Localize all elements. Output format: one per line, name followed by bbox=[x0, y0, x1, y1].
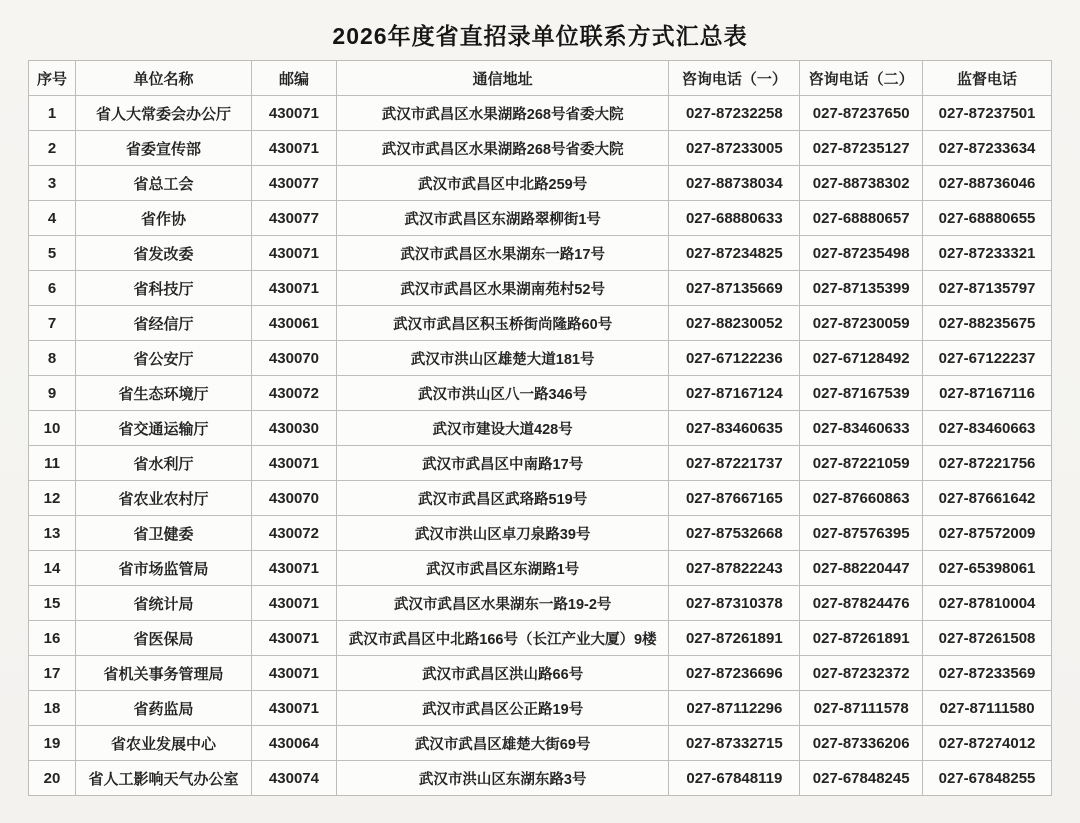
table-cell-col-supervision-phone: 027-67122237 bbox=[923, 341, 1052, 376]
column-header-col-phone-1: 咨询电话（一） bbox=[669, 61, 800, 96]
table-cell-col-zip: 430071 bbox=[252, 236, 337, 271]
table-row bbox=[29, 691, 1052, 726]
table-cell-col-supervision-phone: 027-65398061 bbox=[923, 551, 1052, 586]
table-cell-col-address: 武汉市洪山区雄楚大道181号 bbox=[336, 341, 668, 376]
table-cell-col-zip: 430030 bbox=[252, 411, 337, 446]
table-cell-col-supervision-phone: 027-87233569 bbox=[923, 656, 1052, 691]
table-cell-col-phone-1: 027-87667165 bbox=[669, 481, 800, 516]
column-header-col-zip: 邮编 bbox=[252, 61, 337, 96]
table-cell-col-unit-name: 省人工影响天气办公室 bbox=[76, 761, 252, 796]
table-row bbox=[29, 726, 1052, 761]
table-cell-col-phone-1: 027-87532668 bbox=[669, 516, 800, 551]
table-cell-col-zip: 430061 bbox=[252, 306, 337, 341]
table-cell-col-index: 20 bbox=[29, 761, 76, 796]
table-row bbox=[29, 551, 1052, 586]
table-cell-col-phone-2: 027-68880657 bbox=[800, 201, 923, 236]
column-header-col-address: 通信地址 bbox=[336, 61, 668, 96]
table-cell-col-zip: 430074 bbox=[252, 761, 337, 796]
table-cell-col-supervision-phone: 027-87111580 bbox=[923, 691, 1052, 726]
table-header bbox=[29, 61, 1052, 96]
table-cell-col-supervision-phone: 027-87233321 bbox=[923, 236, 1052, 271]
table-cell-col-phone-1: 027-87167124 bbox=[669, 376, 800, 411]
table-row bbox=[29, 446, 1052, 481]
table-cell-col-unit-name: 省农业农村厅 bbox=[76, 481, 252, 516]
table-cell-col-phone-2: 027-88220447 bbox=[800, 551, 923, 586]
table-cell-col-unit-name: 省生态环境厅 bbox=[76, 376, 252, 411]
table-cell-col-zip: 430071 bbox=[252, 131, 337, 166]
table-cell-col-zip: 430077 bbox=[252, 201, 337, 236]
table-cell-col-zip: 430071 bbox=[252, 586, 337, 621]
table-cell-col-index: 9 bbox=[29, 376, 76, 411]
table-cell-col-supervision-phone: 027-88235675 bbox=[923, 306, 1052, 341]
table-cell-col-phone-1: 027-88738034 bbox=[669, 166, 800, 201]
table-cell-col-unit-name: 省医保局 bbox=[76, 621, 252, 656]
table-cell-col-supervision-phone: 027-68880655 bbox=[923, 201, 1052, 236]
table-row bbox=[29, 236, 1052, 271]
table-cell-col-phone-2: 027-87111578 bbox=[800, 691, 923, 726]
table-cell-col-phone-2: 027-87261891 bbox=[800, 621, 923, 656]
table-cell-col-unit-name: 省科技厅 bbox=[76, 271, 252, 306]
table-cell-col-phone-1: 027-87233005 bbox=[669, 131, 800, 166]
table-cell-col-address: 武汉市武昌区武珞路519号 bbox=[336, 481, 668, 516]
table-cell-col-address: 武汉市武昌区中北路259号 bbox=[336, 166, 668, 201]
table-cell-col-supervision-phone: 027-87810004 bbox=[923, 586, 1052, 621]
table-cell-col-phone-2: 027-87135399 bbox=[800, 271, 923, 306]
table-cell-col-unit-name: 省交通运输厅 bbox=[76, 411, 252, 446]
table-cell-col-supervision-phone: 027-67848255 bbox=[923, 761, 1052, 796]
table-cell-col-index: 15 bbox=[29, 586, 76, 621]
table-cell-col-phone-1: 027-87135669 bbox=[669, 271, 800, 306]
table-cell-col-index: 3 bbox=[29, 166, 76, 201]
table-cell-col-index: 14 bbox=[29, 551, 76, 586]
table-cell-col-phone-1: 027-83460635 bbox=[669, 411, 800, 446]
table-cell-col-zip: 430071 bbox=[252, 551, 337, 586]
table-cell-col-phone-1: 027-87261891 bbox=[669, 621, 800, 656]
table-cell-col-index: 16 bbox=[29, 621, 76, 656]
table-cell-col-address: 武汉市武昌区水果湖东一路17号 bbox=[336, 236, 668, 271]
table-cell-col-phone-2: 027-87232372 bbox=[800, 656, 923, 691]
table-row bbox=[29, 271, 1052, 306]
table-cell-col-index: 11 bbox=[29, 446, 76, 481]
table-cell-col-zip: 430070 bbox=[252, 481, 337, 516]
table-row bbox=[29, 96, 1052, 131]
table-cell-col-phone-2: 027-87167539 bbox=[800, 376, 923, 411]
table-cell-col-phone-2: 027-87660863 bbox=[800, 481, 923, 516]
table-cell-col-unit-name: 省作协 bbox=[76, 201, 252, 236]
table-cell-col-supervision-phone: 027-87274012 bbox=[923, 726, 1052, 761]
table-cell-col-phone-2: 027-83460633 bbox=[800, 411, 923, 446]
table-cell-col-zip: 430071 bbox=[252, 691, 337, 726]
table-cell-col-zip: 430064 bbox=[252, 726, 337, 761]
table-cell-col-phone-1: 027-68880633 bbox=[669, 201, 800, 236]
table-cell-col-unit-name: 省农业发展中心 bbox=[76, 726, 252, 761]
table-cell-col-phone-2: 027-87221059 bbox=[800, 446, 923, 481]
table-cell-col-zip: 430071 bbox=[252, 656, 337, 691]
contact-table bbox=[28, 60, 1052, 796]
table-cell-col-zip: 430071 bbox=[252, 271, 337, 306]
table-cell-col-index: 5 bbox=[29, 236, 76, 271]
table-body bbox=[29, 96, 1052, 796]
table-cell-col-unit-name: 省人大常委会办公厅 bbox=[76, 96, 252, 131]
table-cell-col-address: 武汉市武昌区水果湖南苑村52号 bbox=[336, 271, 668, 306]
table-row bbox=[29, 201, 1052, 236]
table-cell-col-unit-name: 省委宣传部 bbox=[76, 131, 252, 166]
table-cell-col-index: 4 bbox=[29, 201, 76, 236]
table-cell-col-index: 18 bbox=[29, 691, 76, 726]
table-row bbox=[29, 516, 1052, 551]
table-cell-col-address: 武汉市武昌区洪山路66号 bbox=[336, 656, 668, 691]
table-cell-col-index: 7 bbox=[29, 306, 76, 341]
table-cell-col-index: 10 bbox=[29, 411, 76, 446]
table-cell-col-unit-name: 省机关事务管理局 bbox=[76, 656, 252, 691]
table-cell-col-phone-1: 027-87112296 bbox=[669, 691, 800, 726]
table-cell-col-index: 6 bbox=[29, 271, 76, 306]
page-title: 2026年度省直招录单位联系方式汇总表 bbox=[332, 23, 748, 49]
table-cell-col-phone-2: 027-87237650 bbox=[800, 96, 923, 131]
table-cell-col-unit-name: 省水利厅 bbox=[76, 446, 252, 481]
table-row bbox=[29, 376, 1052, 411]
table-cell-col-address: 武汉市武昌区公正路19号 bbox=[336, 691, 668, 726]
table-cell-col-unit-name: 省总工会 bbox=[76, 166, 252, 201]
table-cell-col-supervision-phone: 027-88736046 bbox=[923, 166, 1052, 201]
table-cell-col-supervision-phone: 027-87661642 bbox=[923, 481, 1052, 516]
table-cell-col-phone-2: 027-67848245 bbox=[800, 761, 923, 796]
table-cell-col-phone-2: 027-87336206 bbox=[800, 726, 923, 761]
table-row bbox=[29, 656, 1052, 691]
column-header-col-supervision-phone: 监督电话 bbox=[923, 61, 1052, 96]
table-cell-col-phone-2: 027-87824476 bbox=[800, 586, 923, 621]
table-cell-col-unit-name: 省发改委 bbox=[76, 236, 252, 271]
table-cell-col-zip: 430070 bbox=[252, 341, 337, 376]
column-header-col-unit-name: 单位名称 bbox=[76, 61, 252, 96]
table-cell-col-supervision-phone: 027-87237501 bbox=[923, 96, 1052, 131]
table-cell-col-address: 武汉市武昌区雄楚大街69号 bbox=[336, 726, 668, 761]
table-cell-col-unit-name: 省卫健委 bbox=[76, 516, 252, 551]
table-cell-col-index: 2 bbox=[29, 131, 76, 166]
table-cell-col-index: 19 bbox=[29, 726, 76, 761]
table-cell-col-supervision-phone: 027-87167116 bbox=[923, 376, 1052, 411]
table-cell-col-index: 8 bbox=[29, 341, 76, 376]
table-row bbox=[29, 761, 1052, 796]
table-cell-col-address: 武汉市武昌区东湖路1号 bbox=[336, 551, 668, 586]
table-cell-col-phone-2: 027-88738302 bbox=[800, 166, 923, 201]
table-row bbox=[29, 481, 1052, 516]
table-row bbox=[29, 411, 1052, 446]
table-cell-col-address: 武汉市武昌区水果湖路268号省委大院 bbox=[336, 131, 668, 166]
table-cell-col-supervision-phone: 027-83460663 bbox=[923, 411, 1052, 446]
table-cell-col-unit-name: 省经信厅 bbox=[76, 306, 252, 341]
table-cell-col-address: 武汉市武昌区中南路17号 bbox=[336, 446, 668, 481]
table-cell-col-zip: 430072 bbox=[252, 516, 337, 551]
table-cell-col-phone-1: 027-67848119 bbox=[669, 761, 800, 796]
table-row bbox=[29, 131, 1052, 166]
table-cell-col-address: 武汉市建设大道428号 bbox=[336, 411, 668, 446]
table-cell-col-index: 1 bbox=[29, 96, 76, 131]
table-cell-col-zip: 430071 bbox=[252, 446, 337, 481]
table-cell-col-supervision-phone: 027-87233634 bbox=[923, 131, 1052, 166]
table-cell-col-phone-1: 027-87236696 bbox=[669, 656, 800, 691]
table-cell-col-address: 武汉市武昌区水果湖东一路19-2号 bbox=[336, 586, 668, 621]
table-cell-col-phone-2: 027-87230059 bbox=[800, 306, 923, 341]
column-header-col-index: 序号 bbox=[29, 61, 76, 96]
table-row bbox=[29, 341, 1052, 376]
table-cell-col-phone-1: 027-87332715 bbox=[669, 726, 800, 761]
table-cell-col-phone-2: 027-87235498 bbox=[800, 236, 923, 271]
table-row bbox=[29, 621, 1052, 656]
table-cell-col-unit-name: 省市场监管局 bbox=[76, 551, 252, 586]
table-cell-col-address: 武汉市洪山区卓刀泉路39号 bbox=[336, 516, 668, 551]
table-cell-col-phone-1: 027-67122236 bbox=[669, 341, 800, 376]
table-row bbox=[29, 586, 1052, 621]
table-cell-col-unit-name: 省统计局 bbox=[76, 586, 252, 621]
table-cell-col-phone-2: 027-67128492 bbox=[800, 341, 923, 376]
table-row bbox=[29, 166, 1052, 201]
table-cell-col-address: 武汉市武昌区中北路166号（长江产业大厦）9楼 bbox=[336, 621, 668, 656]
table-cell-col-index: 17 bbox=[29, 656, 76, 691]
table-cell-col-address: 武汉市洪山区八一路346号 bbox=[336, 376, 668, 411]
table-cell-col-index: 12 bbox=[29, 481, 76, 516]
table-cell-col-phone-1: 027-87232258 bbox=[669, 96, 800, 131]
table-cell-col-address: 武汉市洪山区东湖东路3号 bbox=[336, 761, 668, 796]
table-cell-col-phone-1: 027-88230052 bbox=[669, 306, 800, 341]
table-cell-col-phone-2: 027-87235127 bbox=[800, 131, 923, 166]
table-cell-col-unit-name: 省药监局 bbox=[76, 691, 252, 726]
table-row bbox=[29, 306, 1052, 341]
table-cell-col-address: 武汉市武昌区积玉桥街尚隆路60号 bbox=[336, 306, 668, 341]
table-cell-col-supervision-phone: 027-87572009 bbox=[923, 516, 1052, 551]
table-cell-col-zip: 430071 bbox=[252, 621, 337, 656]
table-cell-col-supervision-phone: 027-87221756 bbox=[923, 446, 1052, 481]
table-cell-col-zip: 430072 bbox=[252, 376, 337, 411]
header-row bbox=[29, 61, 1052, 96]
table-cell-col-phone-1: 027-87310378 bbox=[669, 586, 800, 621]
table-cell-col-index: 13 bbox=[29, 516, 76, 551]
table-cell-col-phone-1: 027-87822243 bbox=[669, 551, 800, 586]
table-cell-col-address: 武汉市武昌区水果湖路268号省委大院 bbox=[336, 96, 668, 131]
table-cell-col-unit-name: 省公安厅 bbox=[76, 341, 252, 376]
table-cell-col-address: 武汉市武昌区东湖路翠柳街1号 bbox=[336, 201, 668, 236]
table-cell-col-phone-2: 027-87576395 bbox=[800, 516, 923, 551]
table-cell-col-zip: 430071 bbox=[252, 96, 337, 131]
table-cell-col-supervision-phone: 027-87261508 bbox=[923, 621, 1052, 656]
table-cell-col-supervision-phone: 027-87135797 bbox=[923, 271, 1052, 306]
table-cell-col-phone-1: 027-87221737 bbox=[669, 446, 800, 481]
table-cell-col-zip: 430077 bbox=[252, 166, 337, 201]
column-header-col-phone-2: 咨询电话（二） bbox=[800, 61, 923, 96]
table-cell-col-phone-1: 027-87234825 bbox=[669, 236, 800, 271]
